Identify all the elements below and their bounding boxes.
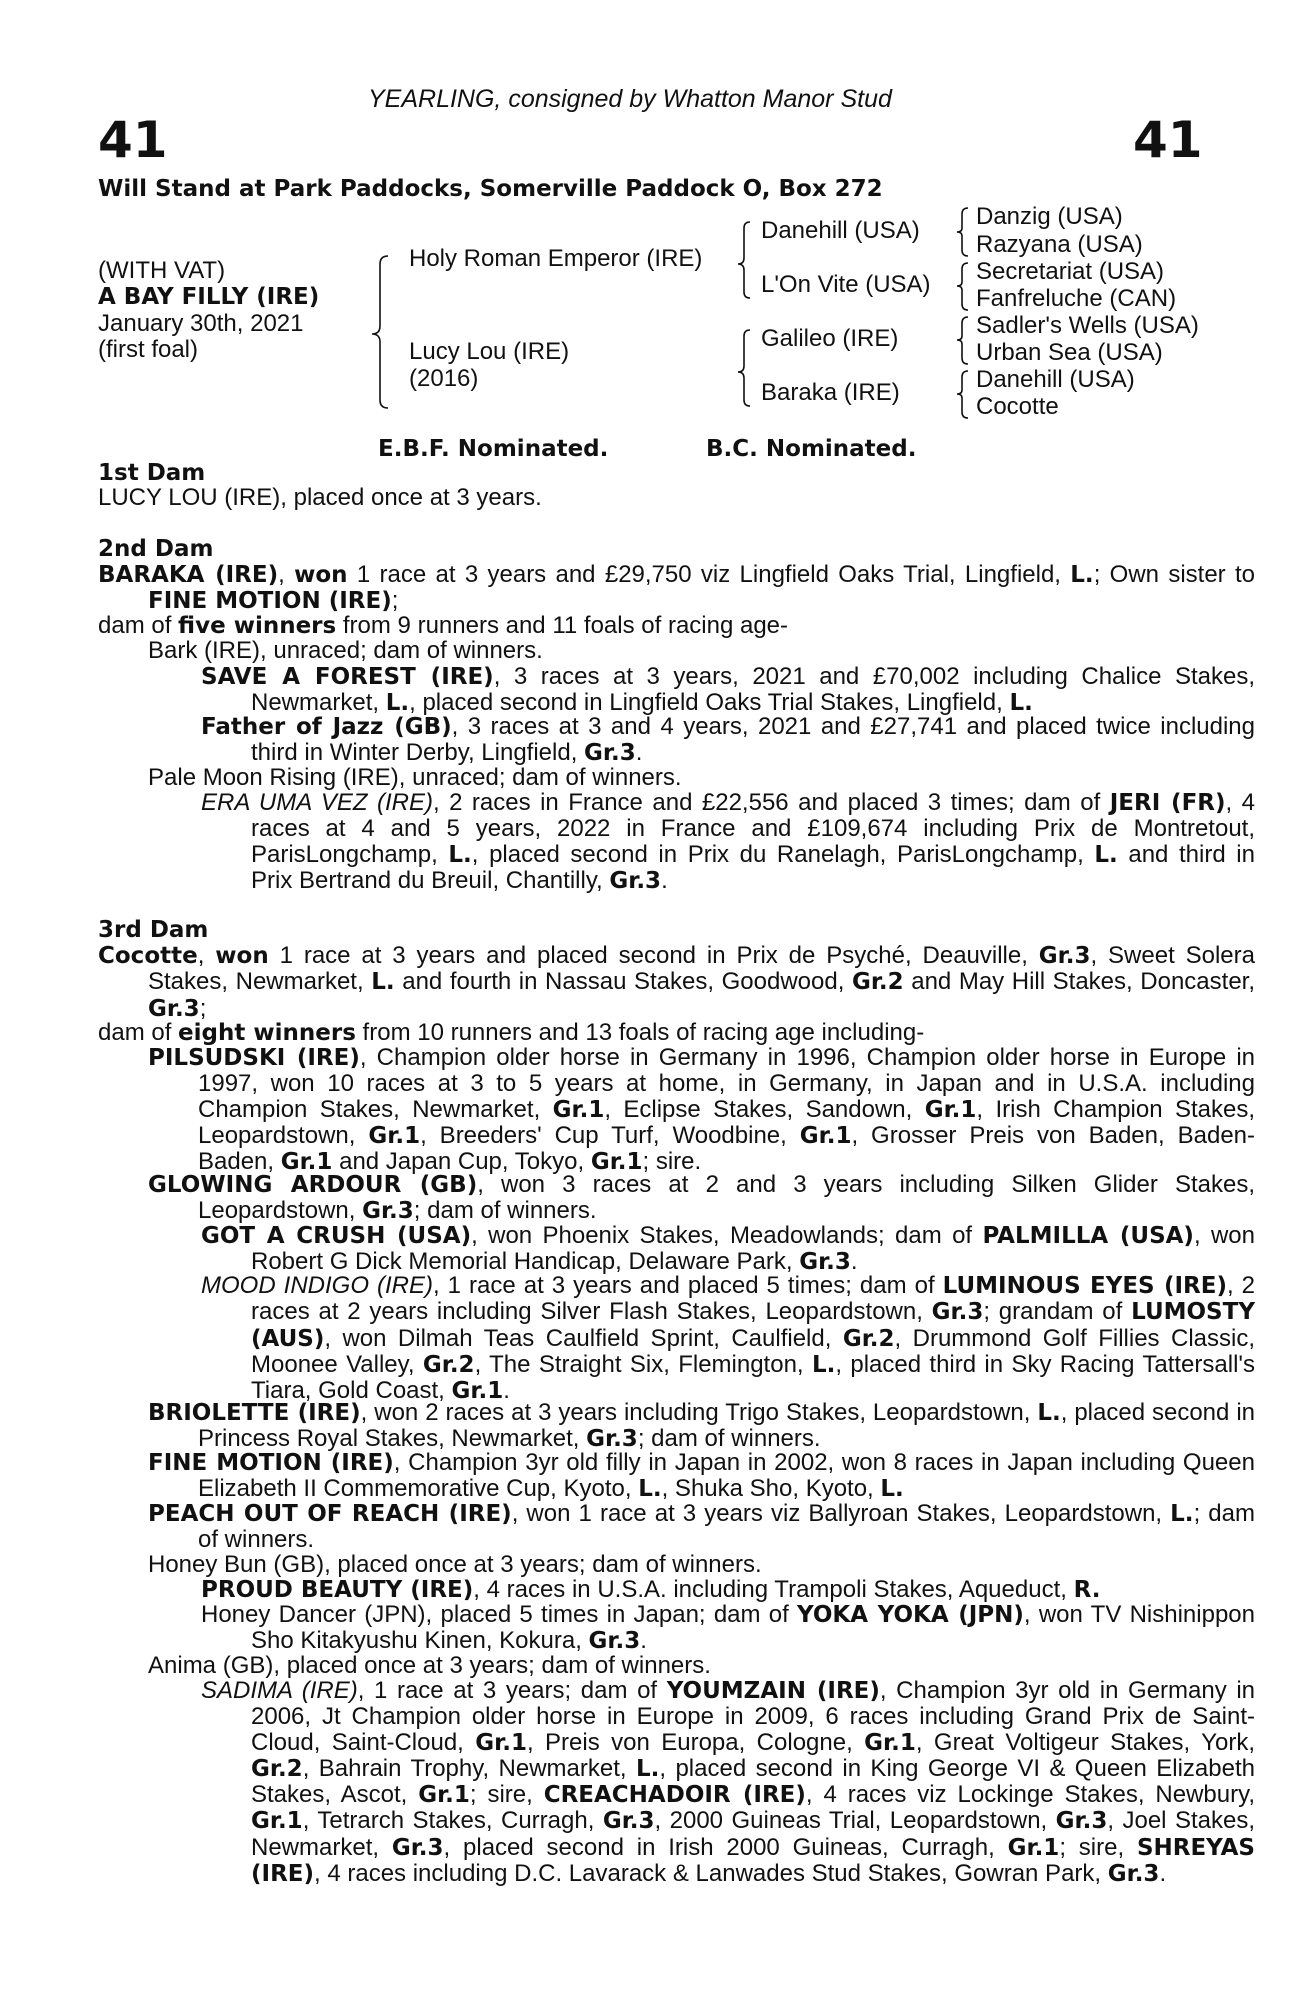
pedigree-dam: Lucy Lou (IRE): [409, 338, 570, 365]
ebf-nominated: E.B.F. Nominated.: [378, 436, 609, 462]
text-run: Bark (IRE), unraced; dam of winners.: [148, 637, 543, 664]
brace-g3-3: [957, 317, 968, 364]
bold-run: PROUD BEAUTY (IRE): [201, 1577, 474, 1603]
pedigree-sire-dam: L'On Vite (USA): [761, 271, 931, 298]
text-run: ; dam of winners.: [413, 1197, 597, 1225]
bold-run: BARAKA (IRE): [98, 562, 279, 588]
third-dam-produce-sadima: [201, 1678, 1255, 1887]
third-dam-produce-pilsudski: [148, 1045, 1255, 1175]
pedigree-braces: [0, 0, 1314, 460]
pedigree-sire: Holy Roman Emperor (IRE): [409, 245, 703, 272]
first-dam-heading: 1st Dam: [98, 460, 206, 486]
text-run: , 4 races in U.S.A. including Trampoli Stakes, Aqueduct,: [473, 1576, 1074, 1603]
date-of-birth: January 30th, 2021: [98, 310, 304, 337]
text-run: and fourth in Nassau Stakes, Goodwood,: [394, 968, 852, 996]
bold-run: L.: [1170, 1501, 1194, 1527]
bold-run: Gr.3: [148, 995, 200, 1022]
text-run: , placed second in Princess Royal Stakes, Newmarket,: [198, 1399, 1255, 1453]
text-run: , Tetrarch Stakes, Curragh,: [302, 1807, 603, 1835]
third-dam-produce-honey-dancer: [201, 1602, 1255, 1655]
bold-run: Gr.1: [590, 1149, 643, 1176]
bold-run: Gr.3: [1038, 943, 1091, 969]
text-run: 1 race at 3 years and £29,750 viz Lingfield Oaks Trial, Lingfield,: [347, 561, 1071, 588]
text-run: from 9 runners and 11 foals of racing age-: [336, 612, 789, 639]
text-run: , Breeders' Cup Turf, Woodbine,: [420, 1121, 800, 1149]
bold-run: Gr.3: [799, 1249, 851, 1276]
text-run: 1 race at 3 years and placed second in Prix de Psyché, Deauville,: [268, 942, 1039, 969]
bold-run: Gr.3: [584, 740, 636, 767]
text-run: ; sire,: [469, 1781, 544, 1809]
bold-run: Gr.3: [609, 867, 662, 894]
bold-run: Gr.1: [280, 1149, 333, 1176]
text-run: , won 3 races at 2 and 3 years including Silken Glider Stakes, Leopardstown,: [198, 1171, 1255, 1225]
bold-run: LUMINOUS EYES (IRE): [942, 1273, 1227, 1299]
bold-run: Gr.3: [1055, 1808, 1108, 1835]
bold-run: Gr.2: [251, 1755, 303, 1782]
pedigree-dss: Sadler's Wells (USA): [976, 312, 1199, 339]
bold-run: Gr.1: [864, 1729, 916, 1756]
third-dam-produce-briolette: [148, 1400, 1255, 1453]
text-run: , 2 races at 2 years including Silver Flash Stakes, Leopardstown,: [251, 1272, 1256, 1326]
third-dam-produce-fine-motion: [148, 1450, 1255, 1503]
bold-run: R.: [1073, 1577, 1101, 1603]
third-dam-produce-mood-indigo: [201, 1273, 1255, 1404]
bold-run: L.: [1094, 841, 1118, 868]
third-dam-produce-honey-bun: [148, 1552, 1205, 1577]
text-run: ,: [197, 942, 216, 969]
bold-run: SAVE A FOREST (IRE): [201, 664, 494, 690]
bold-run: L.: [371, 969, 395, 996]
text-run: , 4 races at 4 and 5 years, 2022 in France and £109,674 including Prix de Montretout, ParisLongchamp,: [251, 789, 1255, 868]
bold-run: L.: [880, 1476, 904, 1503]
consignment-line: YEARLING, consigned by Whatton Manor Stud: [368, 85, 892, 113]
second-dam-produce-pale-moon-rising: [148, 765, 1205, 790]
brace-g3-1: [957, 208, 968, 256]
italic-run: ERA UMA VEZ (IRE): [201, 789, 433, 816]
bold-run: L.: [638, 1476, 662, 1503]
bold-run: BRIOLETTE (IRE): [148, 1400, 361, 1426]
text-run: Honey Dancer (JPN), placed 5 times in Japan; dam of: [201, 1601, 798, 1628]
text-run: ; dam of winners.: [637, 1425, 821, 1453]
text-run: , placed second in Irish 2000 Guineas, Curragh,: [443, 1833, 1008, 1861]
brace-sire: [738, 222, 750, 298]
text-run: .: [503, 1377, 510, 1405]
bold-run: Cocotte: [98, 943, 198, 969]
stand-location: Will Stand at Park Paddocks, Somerville Paddock O, Box 272: [98, 176, 883, 202]
text-run: , Sweet Solera Stakes, Newmarket,: [148, 942, 1255, 996]
bold-run: GOT A CRUSH (USA): [201, 1223, 472, 1249]
text-run: , won TV Nishinippon Sho Kitakyushu Kinen, Kokura,: [251, 1601, 1255, 1655]
text-run: , Champion older horse in Germany in 1996, Champion older horse in Europe in 1997, won 10 races at 3 to 5 years at home, in Germany, in Japan and in U.S.A. including Champion Stakes, Newmarket,: [198, 1044, 1256, 1123]
bold-run: Gr.3: [1107, 1861, 1160, 1888]
third-dam-produce-anima: [148, 1653, 1205, 1678]
third-dam-heading: 3rd Dam: [98, 917, 209, 943]
text-run: , Great Voltigeur Stakes, York,: [915, 1728, 1255, 1756]
pedigree-sds: Secretariat (USA): [976, 258, 1165, 285]
third-dam-produce-glowing-ardour: [148, 1172, 1255, 1225]
text-run: , Joel Stakes, Newmarket,: [251, 1807, 1255, 1861]
second-dam-heading: 2nd Dam: [98, 536, 214, 562]
pedigree-dds: Danehill (USA): [976, 366, 1135, 393]
bold-run: SHREYAS (IRE): [251, 1834, 1255, 1888]
text-run: , placed second in King George VI & Queen Elizabeth Stakes, Ascot,: [251, 1754, 1255, 1809]
text-run: , The Straight Six, Flemington,: [474, 1350, 812, 1378]
bold-run: Gr.3: [602, 1808, 655, 1835]
bold-run: CREACHADOIR (IRE): [543, 1782, 806, 1809]
text-run: , Drummond Golf Fillies Classic, Moonee Valley,: [251, 1324, 1255, 1378]
text-run: , Champion 3yr old in Germany in 2006, Jt Champion older horse in Europe in 2009, 6 races including Grand Prix de Saint-Cloud, Saint-Cloud,: [251, 1677, 1256, 1756]
bold-run: won: [294, 562, 348, 588]
pedigree-ddd: Cocotte: [976, 393, 1059, 420]
bold-run: Gr.1: [251, 1808, 303, 1835]
text-run: Anima (GB), placed once at 3 years; dam of winners.: [148, 1652, 711, 1679]
bold-run: Gr.1: [799, 1122, 852, 1149]
text-run: , 2000 Guineas Trial, Leopardstown,: [654, 1807, 1056, 1835]
pedigree-ssd: Razyana (USA): [976, 231, 1143, 258]
bold-run: Gr.3: [362, 1198, 414, 1225]
text-run: , won 2 races at 3 years including Trigo Stakes, Leopardstown,: [360, 1399, 1038, 1426]
pedigree-sss: Danzig (USA): [976, 203, 1123, 230]
text-run: , Eclipse Stakes, Sandown,: [604, 1095, 925, 1123]
lot-number-right: 41: [1133, 111, 1203, 169]
bc-nominated: B.C. Nominated.: [706, 436, 917, 462]
lot-number-left: 41: [98, 111, 168, 169]
text-run: , 4 races including D.C. Lavarack & Lanwades Stud Stakes, Gowran Park,: [314, 1860, 1108, 1888]
bold-run: LUMOSTY (AUS): [251, 1299, 1255, 1352]
third-dam-produce-summary: [98, 1020, 1205, 1046]
italic-run: MOOD INDIGO (IRE): [201, 1272, 433, 1299]
text-run: and May Hill Stakes, Doncaster,: [903, 968, 1256, 996]
pedigree-sdd: Fanfreluche (CAN): [976, 285, 1177, 312]
third-dam-entry: [98, 943, 1255, 1022]
bold-run: won: [215, 943, 269, 969]
second-dam-produce-bark: [148, 638, 1205, 663]
brace-dam: [738, 330, 750, 406]
bold-run: PALMILLA (USA): [982, 1223, 1194, 1249]
pedigree-dam-dam: Baraka (IRE): [761, 379, 900, 406]
text-run: .: [850, 1248, 858, 1276]
text-run: , 1 race at 3 years and placed 5 times; dam of: [433, 1272, 943, 1299]
second-dam-produce-father-of-jazz: [201, 714, 1255, 767]
pedigree-dsd: Urban Sea (USA): [976, 339, 1163, 366]
pedigree-dam-sire: Galileo (IRE): [761, 325, 899, 352]
text-run: , Champion 3yr old filly in Japan in 2002, won 8 races in Japan including Queen Elizabeth II Commemorative Cup, Kyoto,: [198, 1449, 1255, 1503]
text-run: ; dam of winners.: [198, 1500, 1255, 1554]
text-run: , won Robert G Dick Memorial Handicap, Delaware Park,: [251, 1222, 1255, 1276]
text-run: .: [635, 739, 643, 767]
text-run: from 10 runners and 13 foals of racing age including-: [355, 1019, 925, 1046]
bold-run: Gr.1: [418, 1782, 470, 1809]
second-dam-produce-summary: [98, 613, 1205, 639]
text-run: , placed second in Prix du Ranelagh, ParisLongchamp,: [471, 840, 1095, 868]
third-dam-produce-proud-beauty: [201, 1577, 1205, 1603]
bold-run: Gr.3: [586, 1426, 638, 1453]
text-run: and third in Prix Bertrand du Breuil, Chantilly,: [251, 840, 1255, 894]
bold-run: eight winners: [178, 1020, 356, 1046]
bold-run: Gr.1: [368, 1122, 421, 1149]
text-run: , 3 races at 3 years, 2021 and £70,002 including Chalice Stakes, Newmarket,: [251, 663, 1255, 717]
second-dam-produce-era-uma-vez: [201, 790, 1255, 894]
bold-run: Gr.2: [851, 969, 904, 996]
text-run: , 4 races viz Lockinge Stakes, Newbury,: [805, 1781, 1256, 1809]
third-dam-produce-got-a-crush: [201, 1223, 1255, 1276]
bold-run: FINE MOTION (IRE): [148, 588, 392, 615]
text-run: .: [640, 1627, 647, 1655]
bold-run: Gr.1: [552, 1096, 605, 1123]
first-dam-text: LUCY LOU (IRE), placed once at 3 years.: [98, 484, 542, 511]
horse-name: A BAY FILLY (IRE): [98, 284, 320, 310]
text-run: , Irish Champion Stakes, Leopardstown,: [198, 1095, 1255, 1149]
text-run: dam of: [98, 612, 179, 639]
text-run: Pale Moon Rising (IRE), unraced; dam of winners.: [148, 764, 682, 791]
bold-run: PILSUDSKI (IRE): [148, 1045, 360, 1071]
bold-run: Gr.1: [924, 1096, 977, 1123]
text-run: , won Dilmah Teas Caulfield Sprint, Caulfield,: [324, 1324, 843, 1352]
bold-run: L.: [1037, 1400, 1061, 1426]
bold-run: Gr.3: [391, 1834, 444, 1861]
bold-run: FINE MOTION (IRE): [148, 1450, 394, 1476]
text-run: ; sire,: [1059, 1833, 1137, 1861]
foal-note: (first foal): [98, 336, 199, 363]
text-run: , won 1 race at 3 years viz Ballyroan Stakes, Leopardstown,: [511, 1500, 1171, 1527]
bold-run: YOUMZAIN (IRE): [666, 1678, 880, 1704]
text-run: Honey Bun (GB), placed once at 3 years; dam of winners.: [148, 1551, 762, 1578]
bold-run: Gr.1: [475, 1729, 527, 1756]
text-run: , 2 races in France and £22,556 and placed 3 times; dam of: [432, 789, 1110, 816]
bold-run: L.: [385, 690, 410, 717]
bold-run: Gr.2: [842, 1325, 895, 1352]
brace-g3-2: [957, 263, 968, 310]
bold-run: GLOWING ARDOUR (GB): [148, 1172, 478, 1198]
text-run: , Shuka Sho, Kyoto,: [661, 1475, 881, 1503]
second-dam-produce-save-a-forest: [201, 664, 1255, 717]
second-dam-entry: [98, 562, 1255, 615]
bold-run: L.: [1070, 562, 1094, 588]
text-run: , 1 race at 3 years; dam of: [357, 1677, 667, 1704]
italic-run: SADIMA (IRE): [201, 1677, 358, 1704]
bold-run: L.: [448, 841, 472, 868]
bold-run: JERI (FR): [1109, 790, 1226, 816]
text-run: ; grandam of: [983, 1298, 1132, 1326]
bold-run: L.: [811, 1351, 836, 1378]
bold-run: Gr.1: [1007, 1834, 1060, 1861]
vat-note: (WITH VAT): [98, 257, 226, 284]
text-run: ;: [199, 994, 207, 1022]
text-run: .: [661, 866, 668, 894]
bold-run: Gr.1: [451, 1378, 504, 1405]
bold-run: YOKA YOKA (JPN): [797, 1602, 1024, 1628]
bold-run: Gr.2: [422, 1351, 475, 1378]
text-run: , won Phoenix Stakes, Meadowlands; dam of: [471, 1222, 983, 1249]
text-run: ;: [391, 587, 399, 615]
text-run: , Grosser Preis von Baden, Baden-Baden,: [198, 1121, 1256, 1176]
text-run: ; Own sister to: [1093, 561, 1255, 588]
bold-run: five winners: [178, 613, 337, 639]
pedigree-dam-year: (2016): [409, 365, 479, 392]
text-run: , placed third in Sky Racing Tattersall's Tiara, Gold Coast,: [251, 1350, 1255, 1405]
brace-g3-4: [957, 371, 968, 418]
bold-run: Gr.3: [588, 1628, 641, 1655]
third-dam-produce-peach-out-of-reach: [148, 1501, 1255, 1553]
text-run: , Preis von Europa, Cologne,: [526, 1728, 865, 1756]
brace-gen1: [372, 256, 388, 408]
text-run: ,: [278, 561, 295, 588]
text-run: , 3 races at 3 and 4 years, 2021 and £27,741 and placed twice including third in Winter Derby, Lingfield,: [251, 713, 1256, 767]
bold-run: L.: [635, 1755, 660, 1782]
bold-run: L.: [1009, 690, 1033, 717]
text-run: , placed second in Lingfield Oaks Trial Stakes, Lingfield,: [409, 689, 1010, 717]
text-run: ; sire.: [642, 1148, 702, 1176]
bold-run: Father of Jazz (GB): [201, 714, 452, 740]
text-run: .: [1159, 1860, 1167, 1888]
pedigree-sire-sire: Danehill (USA): [761, 217, 920, 244]
bold-run: Gr.3: [931, 1299, 984, 1326]
text-run: and Japan Cup, Tokyo,: [332, 1148, 591, 1176]
bold-run: PEACH OUT OF REACH (IRE): [148, 1501, 512, 1527]
text-run: , Bahrain Trophy, Newmarket,: [302, 1754, 636, 1782]
text-run: dam of: [98, 1019, 179, 1046]
